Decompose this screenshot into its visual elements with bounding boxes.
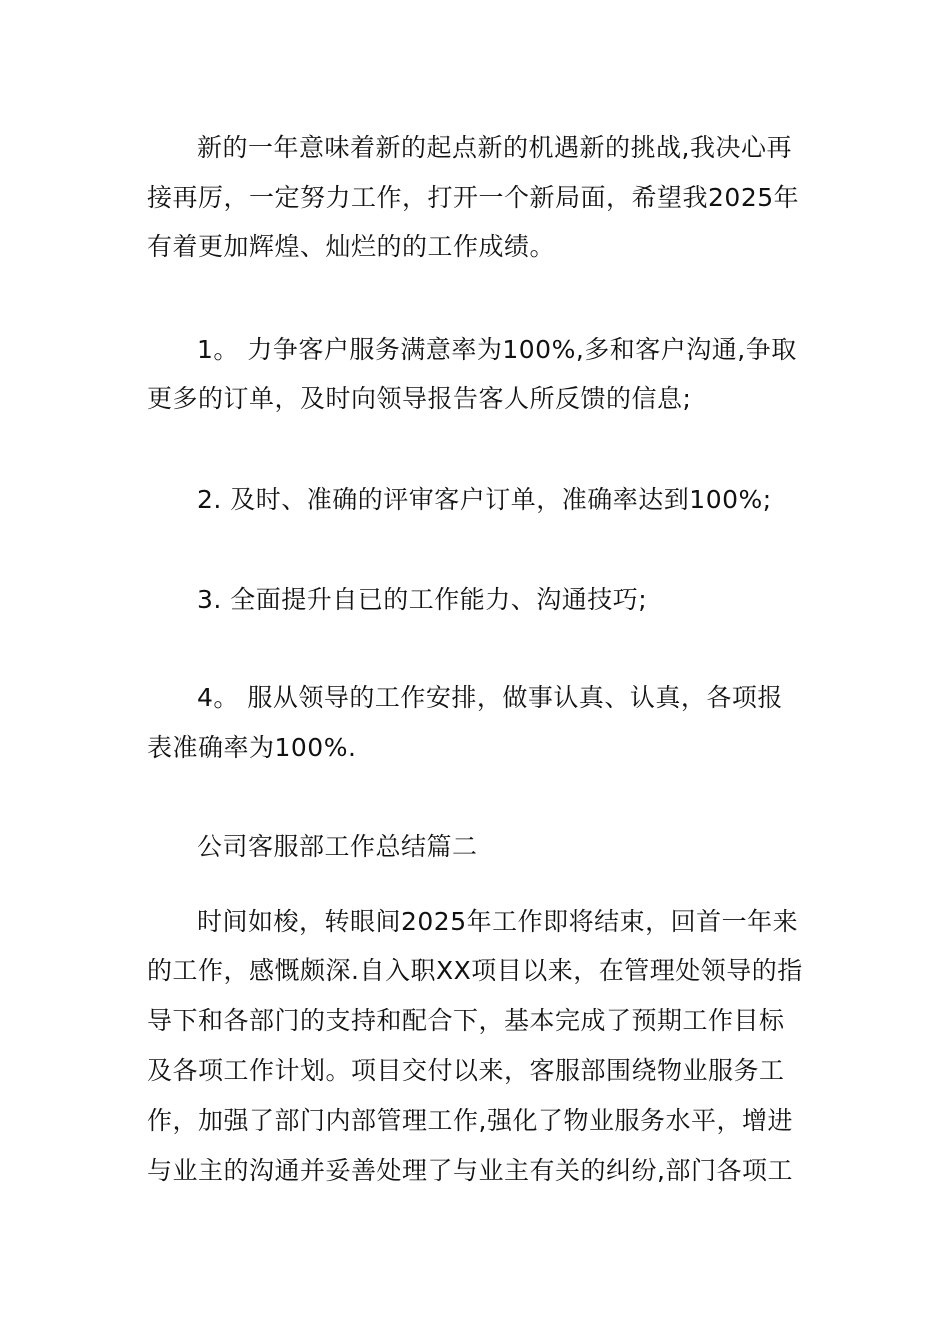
list-item-3-line-1: 3. 全面提升自已的工作能力、沟通技巧; xyxy=(197,585,648,614)
paragraph-2-line-3: 导下和各部门的支持和配合下，基本完成了预期工作目标 xyxy=(147,1006,785,1035)
list-item-1-line-1: 1。 力争客户服务满意率为100%,多和客户沟通,争取 xyxy=(197,335,797,364)
paragraph-2-line-4: 及各项工作计划。项目交付以来，客服部围绕物业服务工 xyxy=(147,1056,785,1085)
paragraph-1-line-3: 有着更加辉煌、灿烂的的工作成绩。 xyxy=(147,232,556,261)
section-heading: 公司客服部工作总结篇二 xyxy=(197,832,478,861)
paragraph-2-line-1: 时间如梭，转眼间2025年工作即将结束，回首一年来 xyxy=(197,907,799,936)
list-item-1-line-2: 更多的订单，及时向领导报告客人所反馈的信息; xyxy=(147,384,692,413)
list-item-4-line-1: 4。 服从领导的工作安排，做事认真、认真，各项报 xyxy=(197,683,783,712)
paragraph-1-line-2: 接再厉，一定努力工作，打开一个新局面，希望我2025年 xyxy=(147,183,800,212)
list-item-2-line-1: 2. 及时、准确的评审客户订单，准确率达到100%; xyxy=(197,485,772,514)
paragraph-2-line-2: 的工作，感慨颇深.自入职XX项目以来，在管理处领导的指 xyxy=(147,956,803,985)
paragraph-2-line-6: 与业主的沟通并妥善处理了与业主有关的纠纷,部门各项工 xyxy=(147,1156,793,1185)
list-item-4-line-2: 表准确率为100%. xyxy=(147,733,357,762)
paragraph-2-line-5: 作，加强了部门内部管理工作,强化了物业服务水平，增进 xyxy=(147,1106,793,1135)
paragraph-1-line-1: 新的一年意味着新的起点新的机遇新的挑战,我决心再 xyxy=(197,133,792,162)
